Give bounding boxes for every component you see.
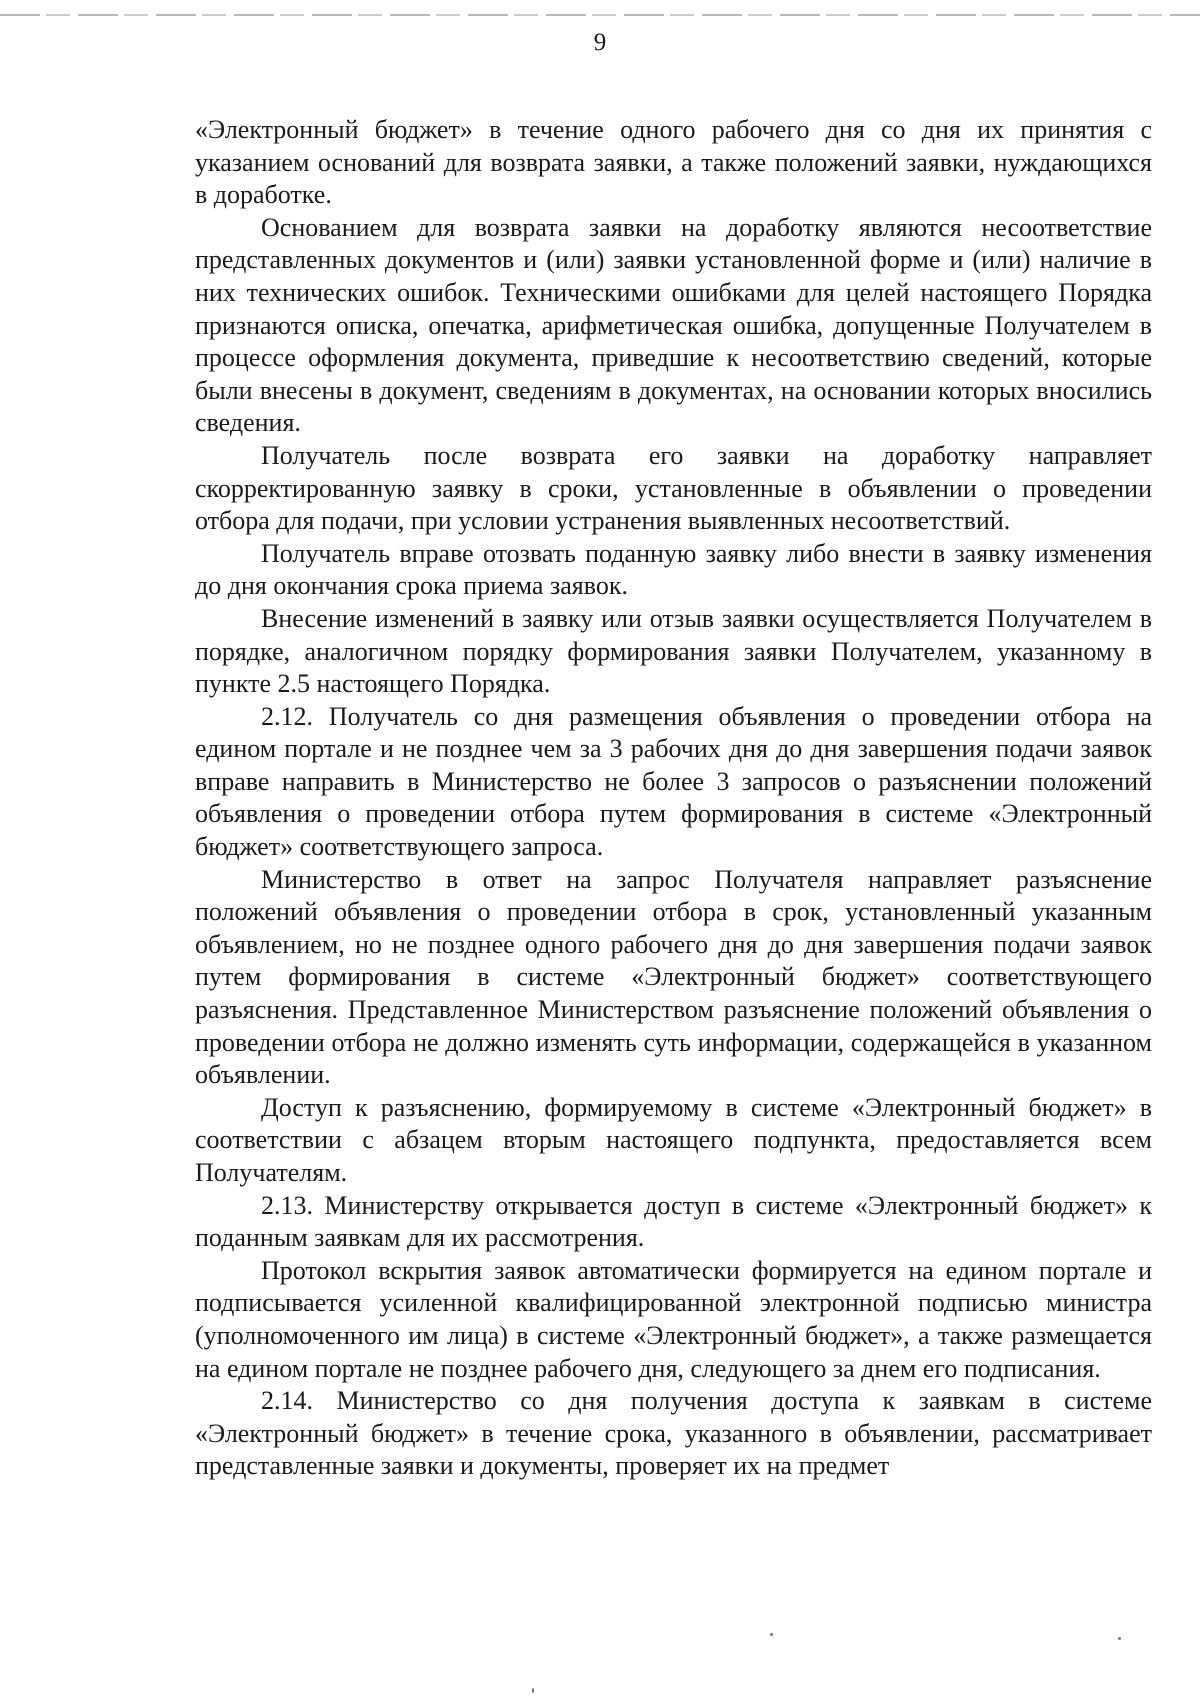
paragraph: Получатель вправе отозвать поданную заявку либо внести в заявку изменения до дня окончания срока приема заявок. [195, 538, 1152, 601]
paragraph: Доступ к разъяснению, формируемому в системе «Электронный бюджет» в соответствии с абзацем вторым настоящего подпункта, предоставляется всем Получателям. [195, 1092, 1152, 1187]
paragraph: 2.13. Министерству открывается доступ в системе «Электронный бюджет» к поданным заявкам для их рассмотрения. [195, 1190, 1152, 1253]
scan-speck [770, 1633, 773, 1636]
scan-edge-line [0, 14, 1200, 16]
page-number: 9 [593, 29, 607, 56]
paragraph: Получатель после возврата его заявки на доработку направляет скорректированную заявку в сроки, установленные в объявлении о проведении отбора для подачи, при условии устранения выявленных несоответствий. [195, 440, 1152, 536]
paragraph: Министерство в ответ на запрос Получателя направляет разъяснение положений объявления о проведении отбора в срок, установленный указанным объявлением, но не позднее одного рабочего дня до дня завершения подачи заявок путем формирования в системе «Электронный бюджет» соответствующего разъяснения. Представленное Министерством разъяснение положений объявления о проведении отбора не должно изменять суть информации, содержащейся в указанном объявлении. [195, 864, 1152, 1090]
document-body [195, 114, 1152, 1483]
paragraph: «Электронный бюджет» в течение одного рабочего дня со дня их принятия с указанием оснований для возврата заявки, а также положений заявки, нуждающихся в доработке. [195, 115, 1152, 210]
paragraph: 2.12. Получатель со дня размещения объявления о проведении отбора на едином портале и не позднее чем за 3 рабочих дня до дня завершения подачи заявок вправе направить в Министерство не более 3 запросов о разъяснении положений объявления о проведении отбора путем формирования в системе «Электронный бюджет» соответствующего запроса. [195, 701, 1152, 862]
scan-speck [532, 1688, 534, 1693]
paragraph: Протокол вскрытия заявок автоматически формируется на едином портале и подписывается усиленной квалифицированной электронной подписью министра (уполномоченного им лица) в системе «Электронный бюджет», а также размещается на едином портале не позднее рабочего дня, следующего за днем его подписания. [195, 1255, 1152, 1383]
paragraph: Основанием для возврата заявки на доработку являются несоответствие представленных документов и (или) заявки установленной форме и (или) наличие в них технических ошибок. Техническими ошибками для целей настоящего Порядка признаются описка, опечатка, арифметическая ошибка, допущенные Получателем в процессе оформления документа, приведшие к несоответствию сведений, которые были внесены в документ, сведениям в документах, на основании которых вносились сведения. [195, 212, 1152, 438]
scan-speck [1118, 1637, 1121, 1640]
paragraph: Внесение изменений в заявку или отзыв заявки осуществляется Получателем в порядке, аналогичном порядку формирования заявки Получателем, указанному в пункте 2.5 настоящего Порядка. [195, 603, 1152, 699]
paragraph: 2.14. Министерство со дня получения доступа к заявкам в системе «Электронный бюджет» в течение срока, указанного в объявлении, рассматривает представленные заявки и документы, проверяет их на предмет [195, 1386, 1152, 1481]
